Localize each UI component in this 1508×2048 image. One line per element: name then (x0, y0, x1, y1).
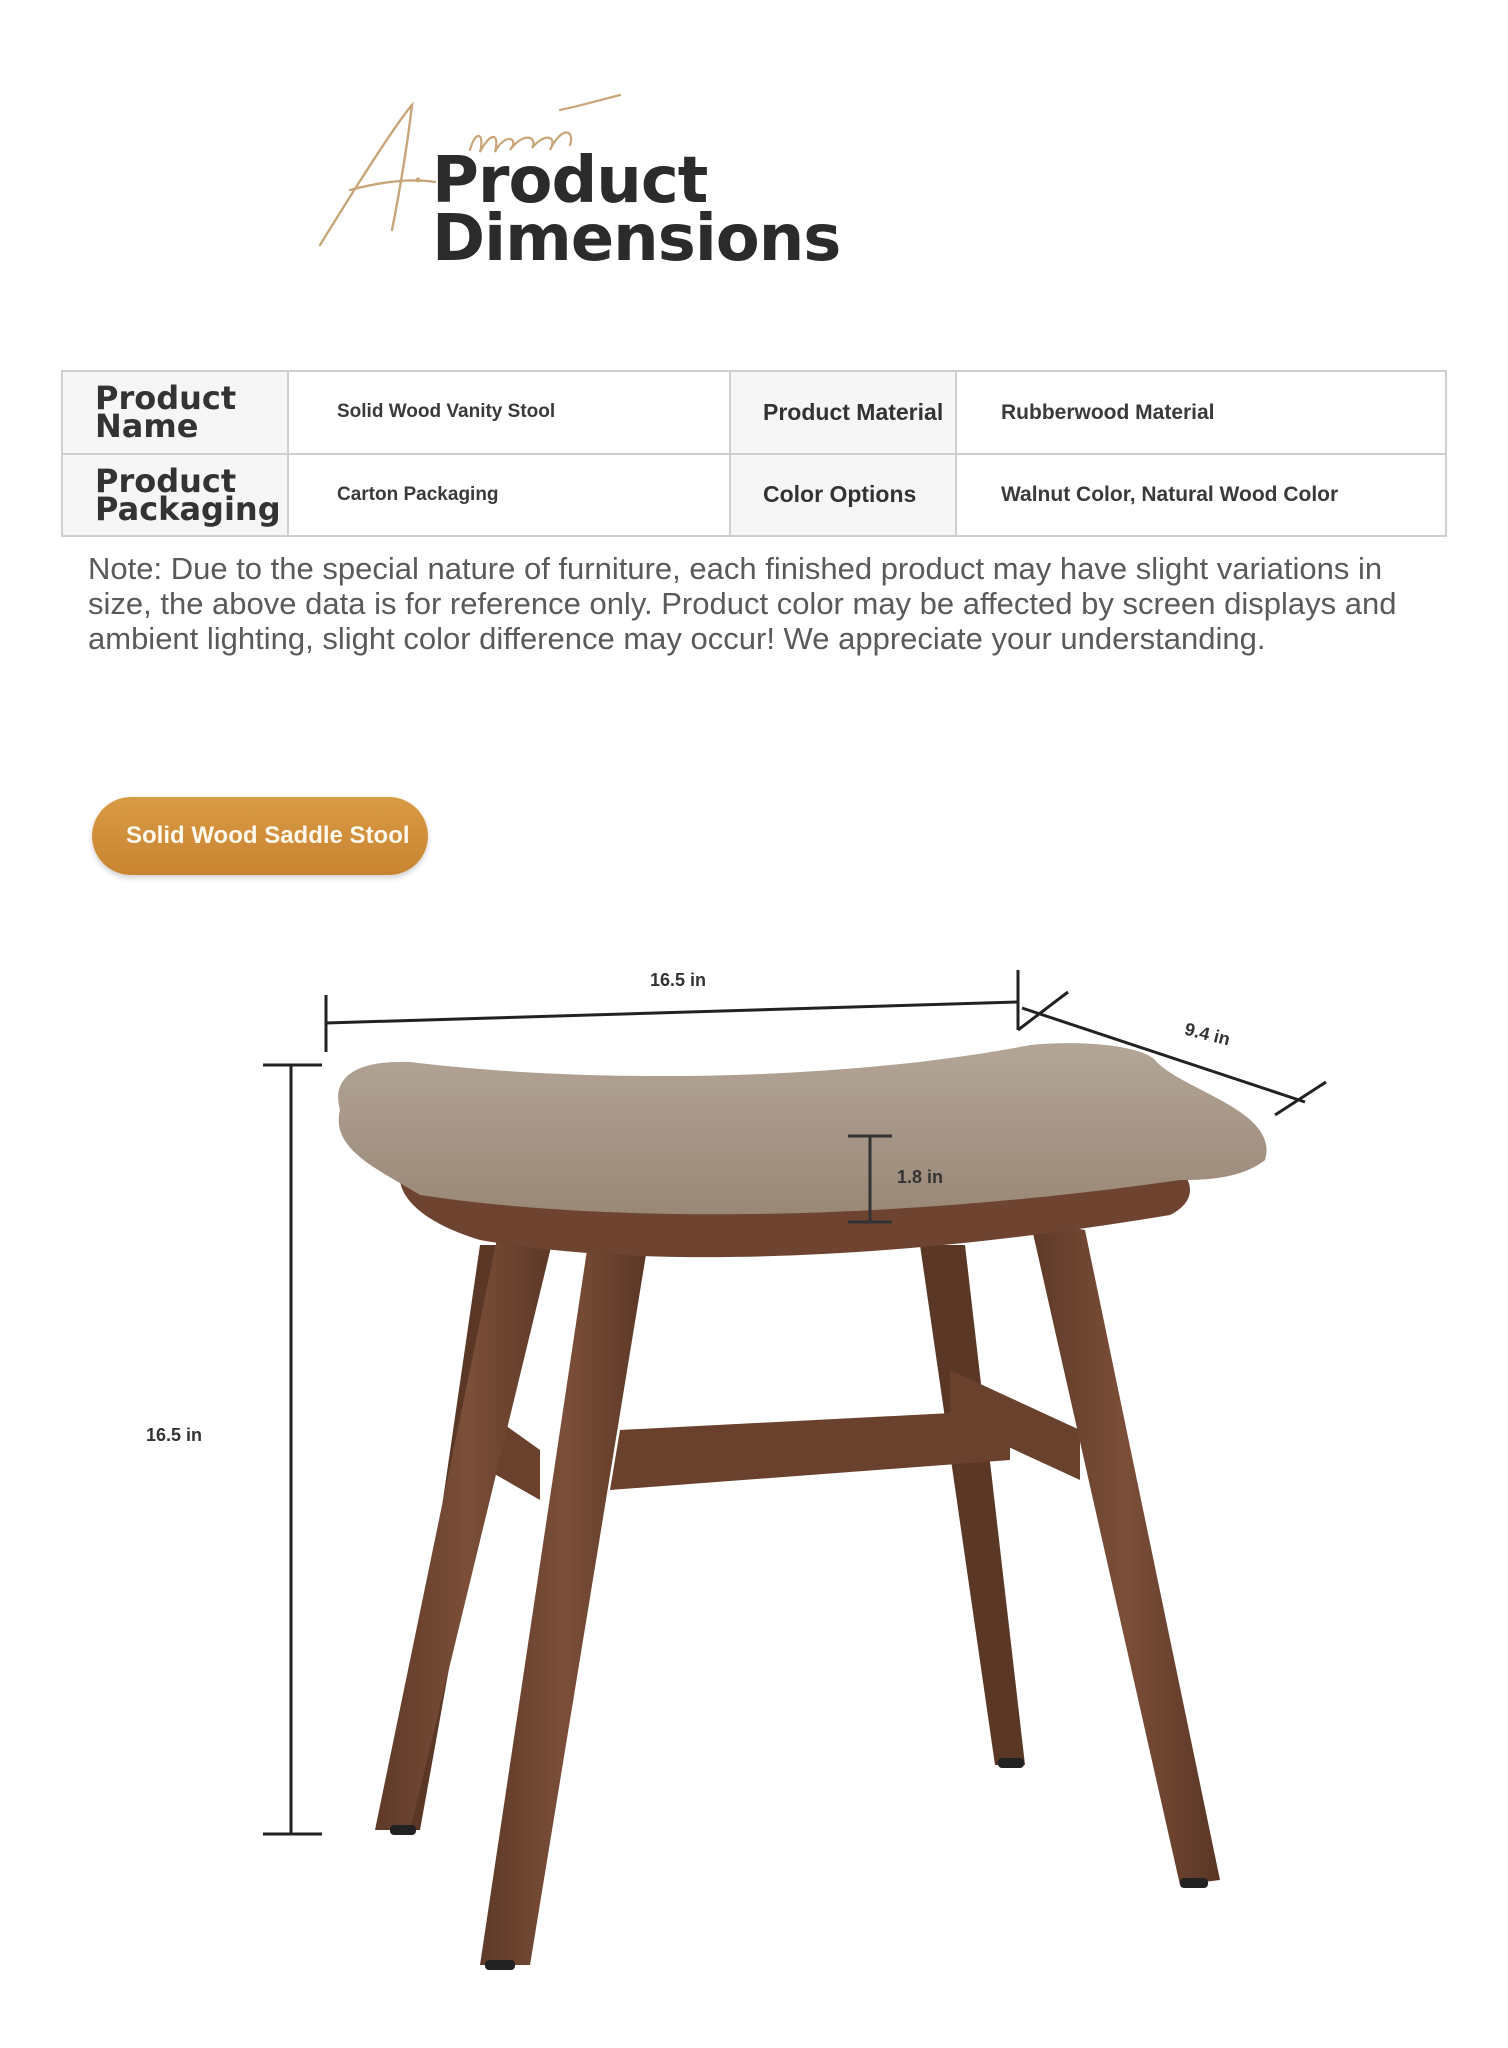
width-label: 16.5 in (649, 970, 707, 990)
product-material-label: Product Material (730, 371, 956, 454)
title-line-1: Product (432, 144, 708, 218)
product-name-value: Solid Wood Vanity Stool (288, 371, 730, 454)
product-badge: Solid Wood Saddle Stool (92, 797, 428, 875)
cushion-label: 1.8 in (897, 1167, 944, 1187)
height-label: 16.5 in (146, 1425, 203, 1445)
specs-table (61, 370, 1447, 537)
color-options-label: Color Options (730, 454, 956, 537)
product-packaging-label: Product Packaging (62, 454, 288, 537)
color-options-value: Walnut Color, Natural Wood Color (956, 454, 1446, 537)
title-line-2: Dimensions (432, 202, 841, 276)
table-row (62, 454, 1446, 537)
product-material-value: Rubberwood Material (956, 371, 1446, 454)
product-packaging-value: Carton Packaging (288, 454, 730, 537)
table-row (62, 371, 1446, 454)
height-dimension (263, 1065, 322, 1834)
page-title (432, 144, 841, 276)
depth-label: 9.4 in (1182, 1018, 1233, 1050)
disclaimer-note: Note: Due to the special nature of furniture, each finished product may have slight variations in size, the above data is for reference only. Product color may be affected by screen displays and ambient lighting, slight color difference may occur! We appreciate your understanding. (88, 551, 1397, 656)
stool-diagram (0, 900, 1508, 2048)
front-legs (375, 1200, 1220, 1970)
product-name-label: Product Name (62, 371, 288, 454)
